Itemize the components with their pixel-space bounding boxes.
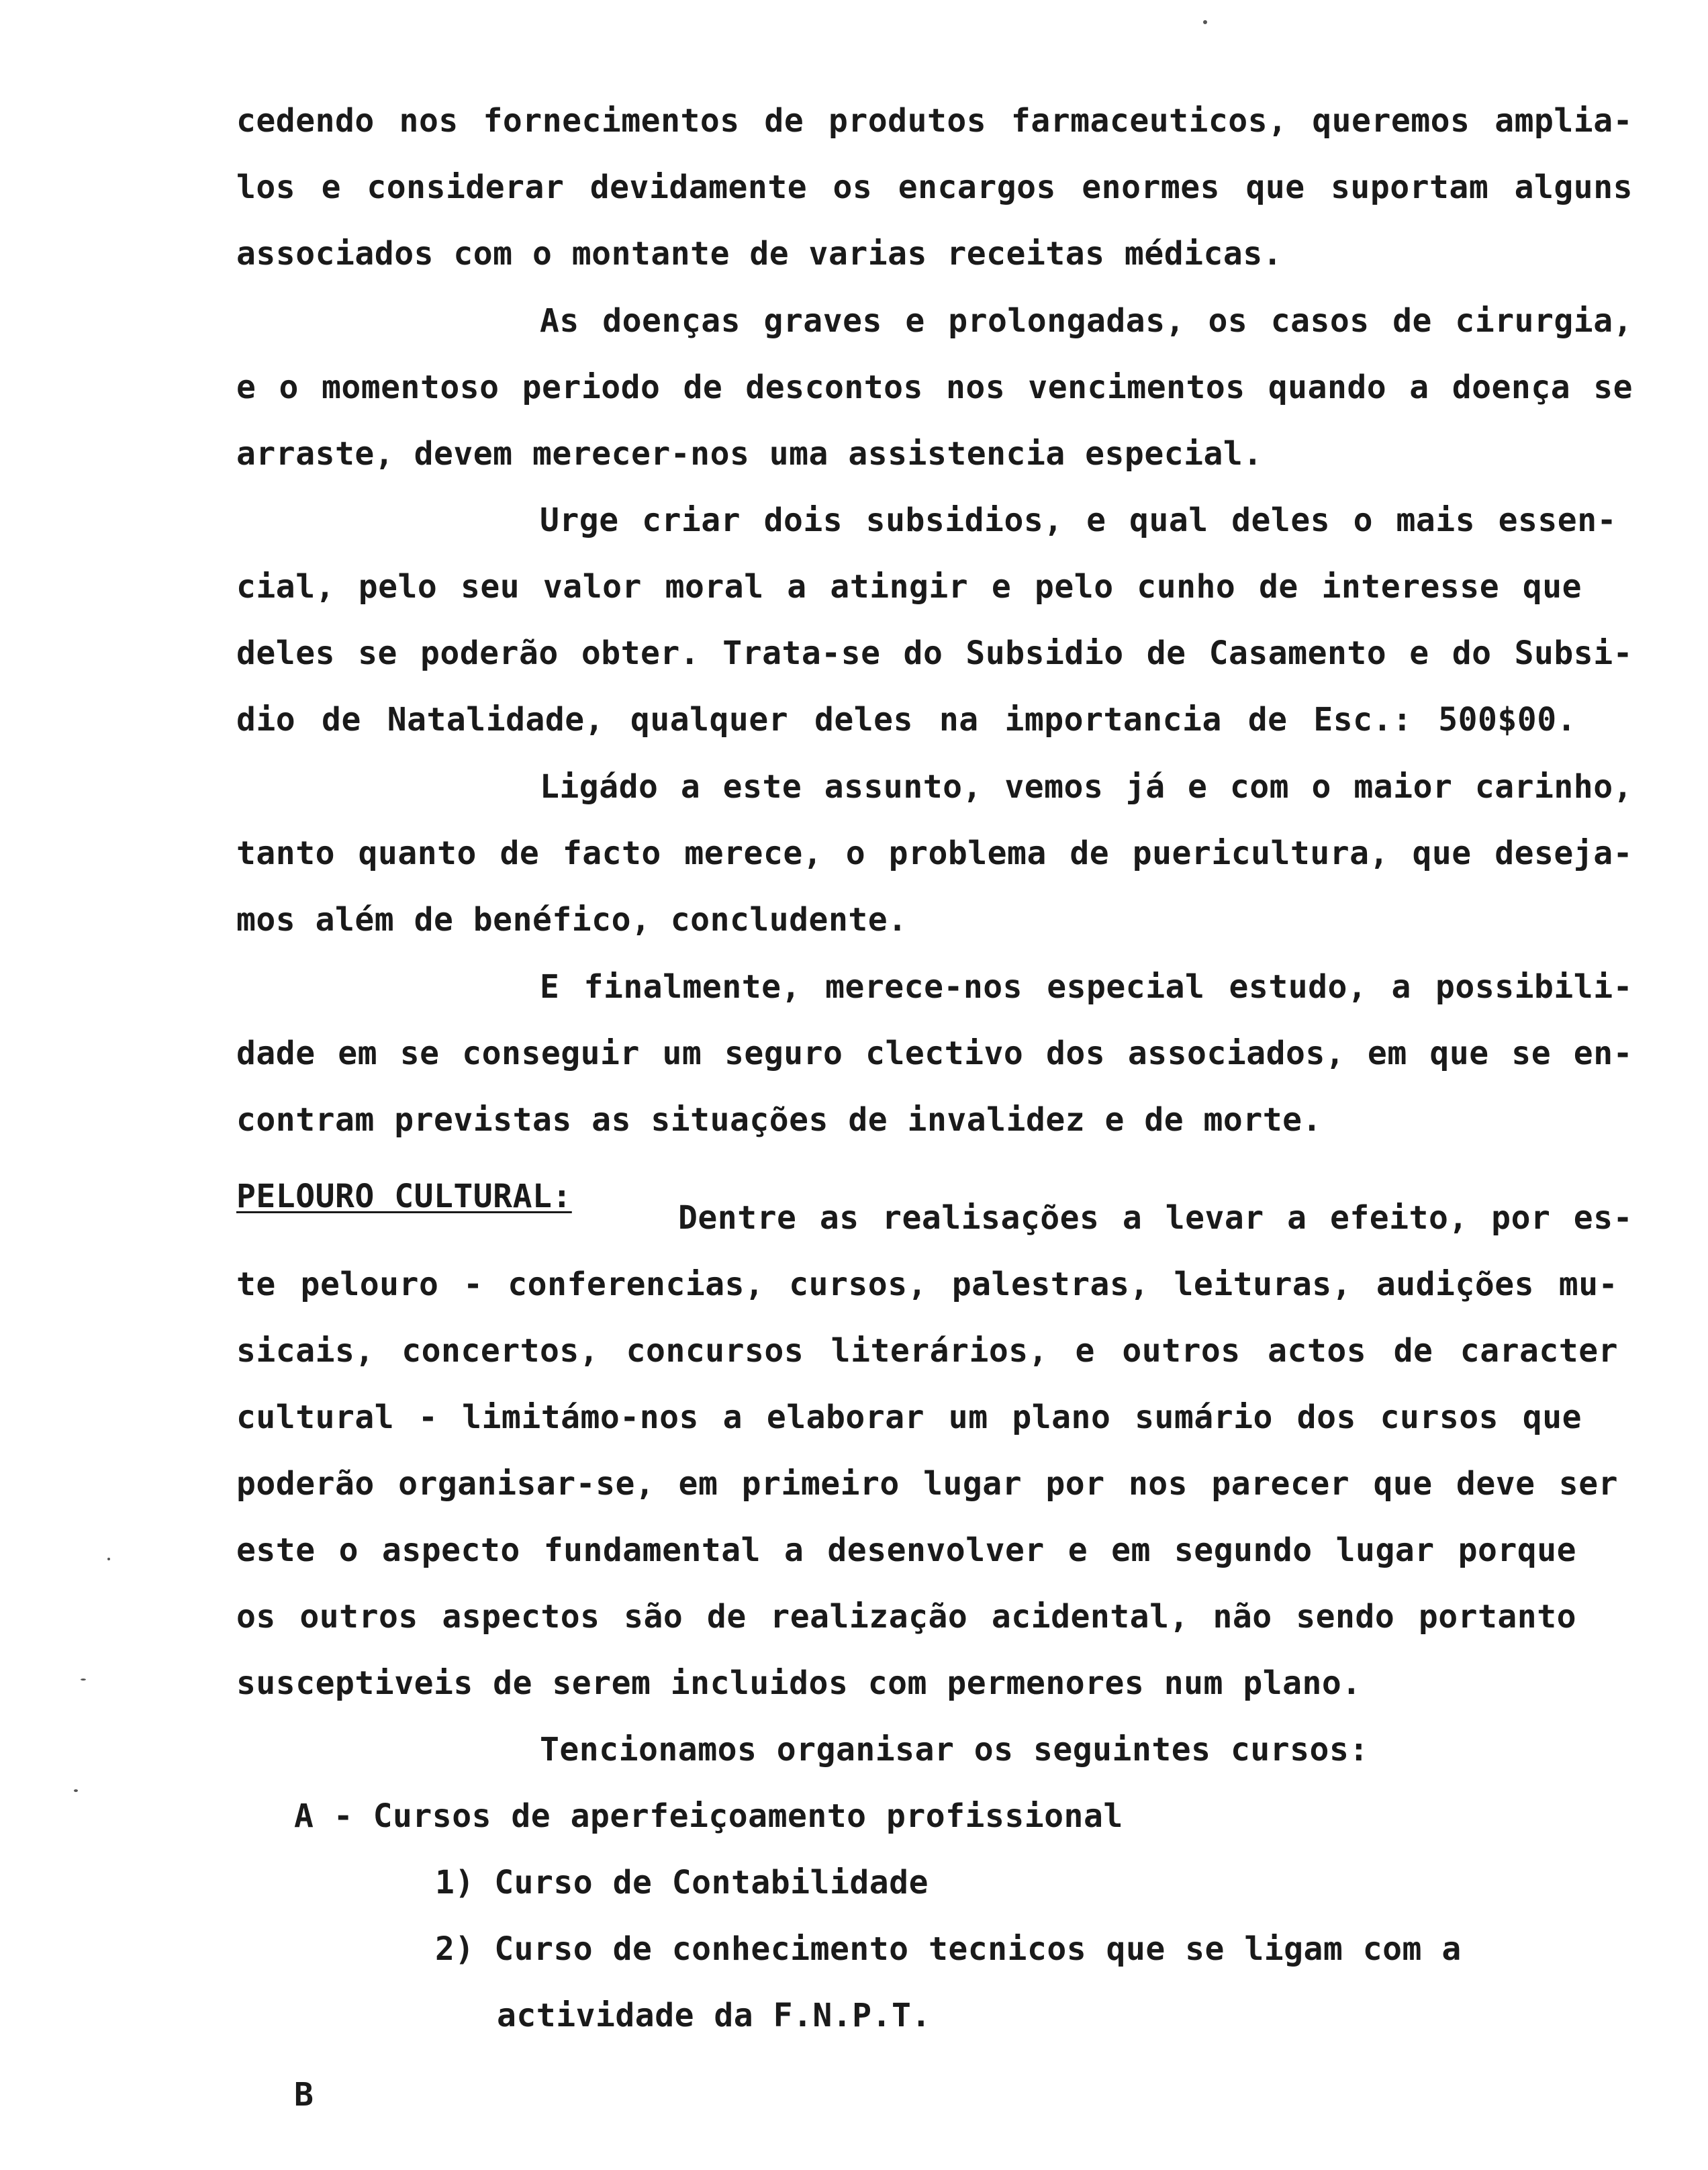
section-heading: PELOURO CULTURAL: [236,1178,572,1215]
ink-speck [74,1789,78,1792]
body-line: arraste, devem merecer-nos uma assistencia especial. [236,435,1263,473]
list-item: 1) Curso de Contabilidade [435,1864,929,1901]
body-line: tanto quanto de facto merece, o problema de puericultura, que deseja- [236,835,1633,872]
body-line: deles se poderão obter. Trata-se do Subsidio de Casamento e do Subsi- [236,634,1633,672]
body-line: Urge criar dois subsidios, e qual deles o mais essen- [540,502,1617,539]
body-line: contram previstas as situações de invalidez e de morte. [236,1101,1322,1139]
body-line: As doenças graves e prolongadas, os casos de cirurgia, [540,302,1633,340]
body-line: cedendo nos fornecimentos de produtos farmaceuticos, queremos amplia- [236,102,1633,140]
body-line: dade em se conseguir um seguro clectivo dos associados, em que se en- [236,1035,1633,1072]
body-line: e o momentoso periodo de descontos nos vencimentos quando a doença se [236,369,1633,406]
body-line: poderão organisar-se, em primeiro lugar por nos parecer que deve ser [236,1465,1618,1503]
list-item: actividade da F.N.P.T. [497,1997,931,2034]
body-line: cultural - limitámo-nos a elaborar um plano sumário dos cursos que [236,1399,1582,1436]
body-line: Tencionamos organisar os seguintes cursos: [540,1731,1369,1768]
ink-speck [1203,20,1207,24]
body-line: cial, pelo seu valor moral a atingir e pelo cunho de interesse que [236,568,1582,606]
body-line: este o aspecto fundamental a desenvolver e em segundo lugar porque [236,1531,1576,1569]
body-line: Dentre as realisações a levar a efeito, por es- [678,1199,1633,1237]
body-line: associados com o montante de varias receitas médicas. [236,235,1283,273]
body-line: E finalmente, merece-nos especial estudo, a possibili- [540,968,1633,1006]
body-line: los e considerar devidamente os encargos enormes que suportam alguns [236,169,1633,206]
body-line: os outros aspectos são de realização acidental, não sendo portanto [236,1598,1576,1636]
body-line: dio de Natalidade, qualquer deles na importancia de Esc.: 500$00. [236,701,1576,739]
ink-speck [81,1679,86,1681]
list-item: B [294,2076,314,2114]
body-line: Ligádo a este assunto, vemos já e com o maior carinho, [540,768,1633,806]
body-line: sicais, concertos, concursos literários, e outros actos de caracter [236,1332,1618,1370]
list-item: 2) Curso de conhecimento tecnicos que se ligam com a [435,1930,1462,1968]
ink-speck [107,1558,110,1560]
body-line: susceptiveis de serem incluidos com permenores num plano. [236,1664,1362,1702]
list-item: A - Cursos de aperfeiçoamento profissional [294,1797,1123,1835]
body-line: mos além de benéfico, concludente. [236,901,908,939]
body-line: te pelouro - conferencias, cursos, palestras, leituras, audições mu- [236,1266,1618,1303]
